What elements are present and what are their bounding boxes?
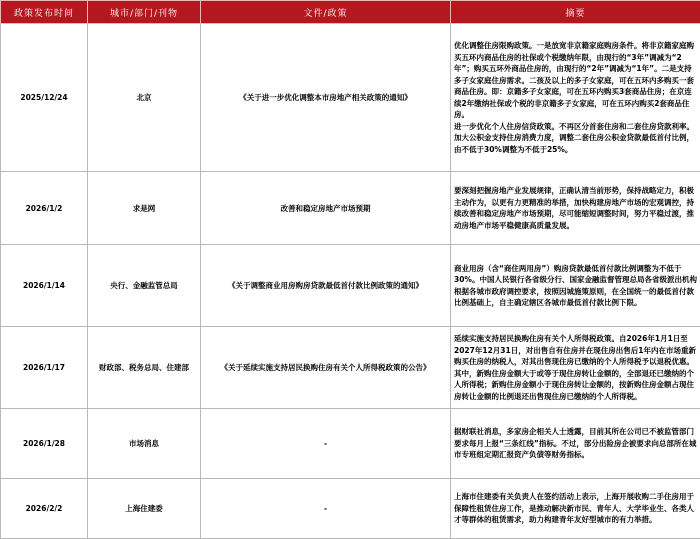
summary-text: 商业用房（含“商住两用房”）购房贷款最低首付款比例调整为不低于30%。中国人民银行各省级分行、国家金融监督管理总局各省级派出机构根据各城市政府调控要求，按照因城施策原则，在全国统一的最低首付款比例基础上，自主确定辖区各城市最低首付款比例下限。 <box>454 263 697 307</box>
header-summary: 摘要 <box>451 1 700 24</box>
row-dept: 央行、金融监管总局 <box>88 245 201 327</box>
table-row <box>1 24 700 172</box>
row-summary <box>451 245 700 327</box>
row-dept: 上海住建委 <box>88 479 201 539</box>
summary-text: 上海市住建委有关负责人在签约活动上表示，上海开展收购二手住房用于保障性租赁住房工作，是推动解决新市民、青年人、大学毕业生、各类人才等群体的租赁需求，助力构建青年友好型城市的有力举措。 <box>454 492 694 525</box>
row-date: 2026/1/28 <box>1 409 88 479</box>
table-row <box>1 172 700 245</box>
summary-paragraph <box>454 40 697 121</box>
header-date: 政策发布时间 <box>1 1 88 24</box>
row-dept: 市场消息 <box>88 409 201 479</box>
row-file: - <box>201 479 451 539</box>
header-row <box>1 1 700 24</box>
row-summary <box>451 327 700 409</box>
row-file: - <box>201 409 451 479</box>
summary-text: 据财联社消息，多家房企相关人士透露，目前其所在公司已不被监管部门要求每月上报“三条红线”指标。不过，部分出险房企被要求向总部所在城市专班组定期汇报资产负债等财务指标。 <box>454 427 697 460</box>
row-file: 改善和稳定房地产市场预期 <box>201 172 451 245</box>
row-summary <box>451 24 700 172</box>
row-summary <box>451 409 700 479</box>
row-summary <box>451 479 700 539</box>
table-row <box>1 327 700 409</box>
summary-lead: 进一步优化个人住房信贷政策。 <box>454 121 559 131</box>
summary-text: 不再区分首套住房和二套住房贷款利率。加大公积金支持住房消费力度，调整二套住房公积金贷款最低首付比例，由不低于30%调整为不低于25%。 <box>454 121 694 154</box>
row-summary <box>451 172 700 245</box>
summary-lead: 优化调整住房限购政策。 <box>454 41 537 50</box>
summary-paragraph <box>454 121 697 156</box>
row-date: 2026/1/17 <box>1 327 88 409</box>
summary-text: 要深刻把握房地产业发展规律，正确认清当前形势，保持战略定力，积极主动作为，以更有力更精准的举措，加快构建房地产市场的宏观调控，持续改善和稳定房地产市场预期，尽可能缩短调整时间，努力平稳过渡，推动房地产市场平稳健康高质量发展。 <box>454 186 694 230</box>
row-dept: 北京 <box>88 24 201 172</box>
row-file: 《关于延续实施支持居民换购住房有关个人所得税政策的公告》 <box>201 327 451 409</box>
summary-text: 一是放宽非京籍家庭购房条件。将非京籍家庭购买五环内商品住房的社保或个税缴纳年限，由现行的“3年”调减为“2年”；购买五环外商品住房的，由现行的“2年”调减为“1年”。二是支持多子女家庭住房需求。二孩及以上的多子女家庭，可在五环内多购买一套商品住房。即：京籍多子女家庭，可在五环内购买3套商品住房；在京连续2年缴纳社保或个税的非京籍多子女家庭，可在五环内购买2套商品住房。 <box>454 41 694 119</box>
row-date: 2025/12/24 <box>1 24 88 172</box>
row-dept: 财政部、税务总局、住建部 <box>88 327 201 409</box>
header-file: 文件/政策 <box>201 1 451 24</box>
table-row <box>1 409 700 479</box>
row-file: 《关于进一步优化调整本市房地产相关政策的通知》 <box>201 24 451 172</box>
header-dept: 城市/部门/刊物 <box>88 1 201 24</box>
row-date: 2026/1/14 <box>1 245 88 327</box>
table-row <box>1 245 700 327</box>
row-file: 《关于调整商业用房购房贷款最低首付款比例政策的通知》 <box>201 245 451 327</box>
row-date: 2026/1/2 <box>1 172 88 245</box>
row-dept: 求是网 <box>88 172 201 245</box>
row-date: 2026/2/2 <box>1 479 88 539</box>
summary-text: 延续实施支持居民换购住房有关个人所得税政策。自2026年1月1日至2027年12月31日，对出售自有住房并在现住房出售后1年内在市场重新购买住房的纳税人，对其出售现住房已缴纳的个人所得税予以退税优惠。其中，新购住房金额大于或等于现住房转让金额的，全部退还已缴纳的个人所得税；新购住房金额小于现住房转让金额的，按新购住房金额占现住房转让金额的比例退还出售现住房已缴纳的个人所得税。 <box>454 334 696 401</box>
table-row <box>1 479 700 539</box>
